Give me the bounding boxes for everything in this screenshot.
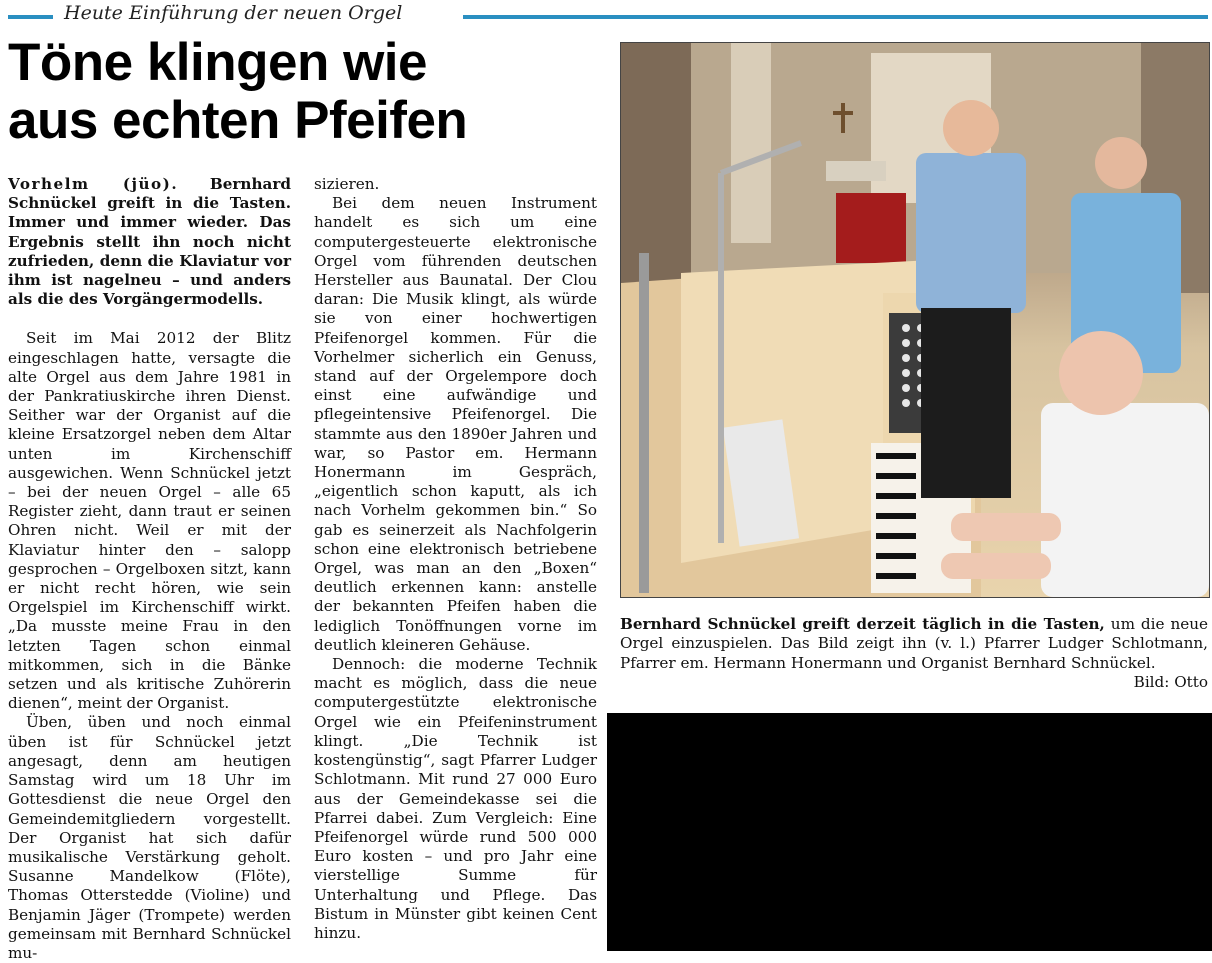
headline-line-1: Töne klingen wie (8, 33, 428, 92)
photo-credit: Bild: Otto (1133, 672, 1208, 691)
body-paragraph: Bei dem neuen Instrument handelt es sich um eine computergesteuerte elektronische Orgel vom führenden deutschen Hersteller aus Baunatal. Der Clou daran: Die Musik klingt, als würde sie von einer hochwertigen Pfeifenorgel kommen. Für die Vorhelmer sicherlich ein Genuss, stand auf der Orgelempore doch einst eine aufwändige und pflegeintensive Pfeifenorgel. Die stammte aus den 1890er Jahren und war, so Pastor em. Hermann Honermann im Gespräch, „eigentlich schon kaputt, als ich nach Vorhelm gekommen bin.“ So gab es seinerzeit als Nachfolgerin schon eine elektronisch betriebene Orgel, was man an den „Boxen“ deutlich erkennen kann: anstelle der bekannten Pfeifen haben die lediglich Tonöffnungen vorne im deutlich kleineren Gehäuse. (314, 194, 597, 654)
lead-text: Bernhard Schnückel greift in die Tasten. Immer und immer wieder. Das Ergebnis stellt ihn noch nicht zufrieden, denn die Klaviatur vor ihm ist nagelneu – und anders als die des Vorgängermodells. (8, 175, 291, 309)
kicker: Heute Einführung der neuen Orgel (64, 2, 403, 24)
body-paragraph: Üben, üben und noch einmal üben ist für Schnückel jetzt angesagt, denn am heutigen Samstag wird um 18 Uhr im Gottesdienst die neue Orgel den Gemeindemitgliedern vorgestellt. Der Organist hat sich dafür musikalische Verstärkung geholt. Susanne Mandelkow (Flöte), Thomas Otterstedde (Violine) und Benjamin Jäger (Trompete) werden gemeinsam mit Bernhard Schnückel mu- (8, 713, 291, 962)
organ-photo (620, 42, 1210, 598)
body-paragraph: Seit im Mai 2012 der Blitz eingeschlagen hatte, versagte die alte Orgel aus dem Jahre 1981 in der Pankratiuskirche ihren Dienst. Seither war der Organist auf die kleine Ersatzorgel neben dem Altar unten im Kirchenschiff ausgewichen. Wenn Schnückel jetzt – bei der neuen Orgel – alle 65 Register zieht, dann traut er seinen Ohren nicht. Weil er mit der Klaviatur hinter den – salopp gesprochen – Orgelboxen sitzt, kann er nicht recht hören, wie sein Orgelspiel im Kirchenschiff wirkt. „Da musste meine Frau in den letzten Tagen schon einmal mitkommen, sich in die Bänke setzen und als kritische Zuhörerin dienen“, meint der Organist. (8, 329, 291, 713)
headline-line-2: aus echten Pfeifen (8, 91, 468, 150)
lead-paragraph (8, 175, 291, 309)
caption-text: um die neue Orgel einzuspielen. Das Bild zeigt ihn (v. l.) Pfarrer Ludger Schlotmann, Pfarrer em. Hermann Honermann und Organist Bernhard Schnückel. (620, 615, 1208, 672)
kicker-rule-left (8, 15, 53, 19)
headline (8, 34, 608, 150)
redacted-area (607, 713, 1212, 951)
article-column-2 (314, 175, 597, 943)
body-paragraph: sizieren. (314, 175, 380, 193)
dateline: Vorhelm (jüo). (8, 175, 179, 193)
organ-photo-illustration (621, 43, 1209, 597)
body-paragraph: Dennoch: die moderne Technik macht es möglich, dass die neue computergestützte elektronische Orgel wie ein Pfeifeninstrument klingt. „Die Technik ist kostengünstig“, sagt Pfarrer Ludger Schlotmann. Mit rund 27 000 Euro aus der Gemeindekasse sei die Pfarrei dabei. Zum Vergleich: Eine Pfeifenorgel würde rund 500 000 Euro kosten – und pro Jahr eine vierstellige Summe für Unterhaltung und Pflege. Das Bistum in Münster gibt keinen Cent hinzu. (314, 655, 597, 942)
photo-caption (620, 615, 1208, 692)
article-column-1 (8, 175, 291, 963)
kicker-rule-right (463, 15, 1208, 19)
caption-lead: Bernhard Schnückel greift derzeit täglich in die Tasten, (620, 615, 1105, 633)
kicker-line (8, 2, 1208, 28)
